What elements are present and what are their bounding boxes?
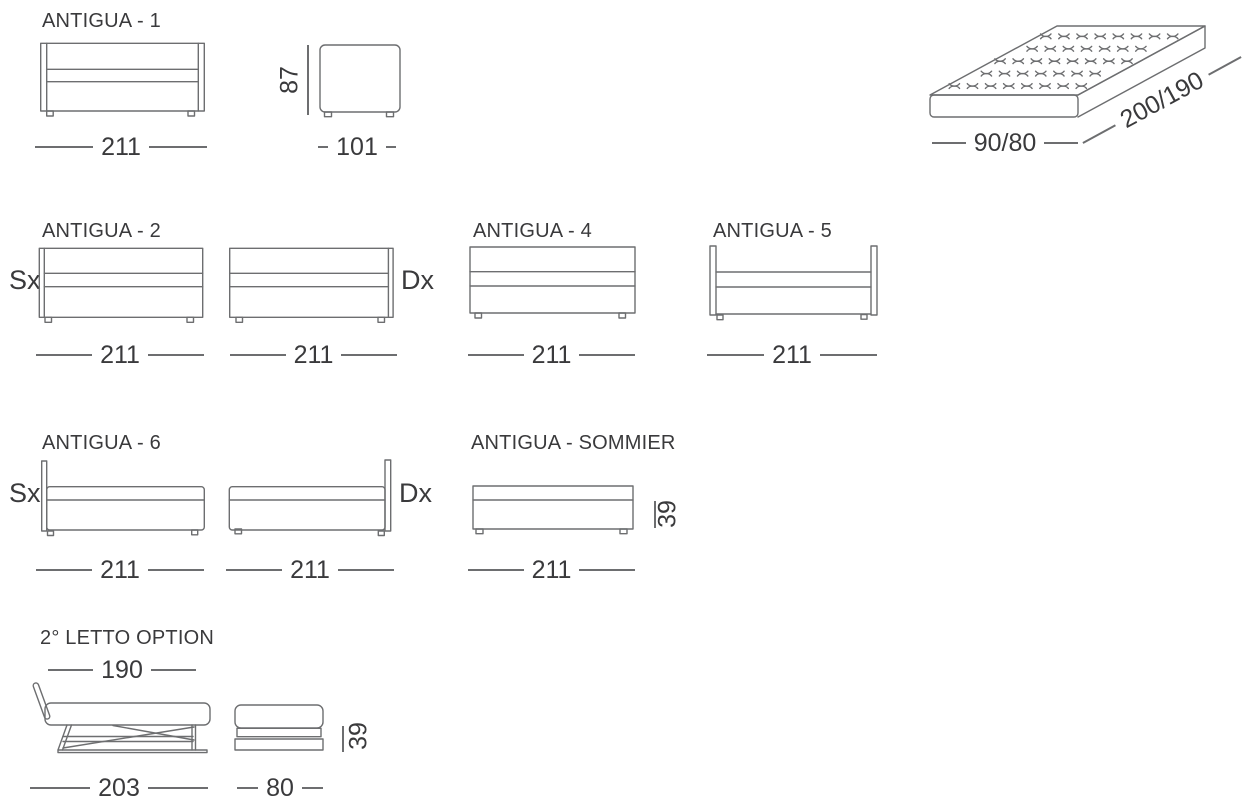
dim-line xyxy=(468,354,524,356)
antigua-1-side-drawing xyxy=(315,42,405,122)
antigua-6-dx-label: Dx xyxy=(399,478,432,508)
antigua-1-title: ANTIGUA - 1 xyxy=(42,10,161,32)
dim-line xyxy=(36,354,92,356)
dim-line xyxy=(148,354,204,356)
dim-value: 39 xyxy=(653,500,682,528)
antigua-6-dx-drawing xyxy=(225,458,400,538)
dim-value: 80 xyxy=(266,773,294,802)
dim-antigua-2-sx-width xyxy=(36,340,204,370)
dim-antigua-1-depth xyxy=(318,132,396,162)
dim-antigua-6-sx-width xyxy=(36,555,204,585)
letto-end-drawing xyxy=(230,700,330,756)
dim-line xyxy=(342,726,344,752)
dim-value: 39 xyxy=(344,722,373,750)
dim-letto-open-length xyxy=(30,773,208,803)
antigua-1-front-drawing xyxy=(35,40,215,122)
antigua-2-sx-drawing xyxy=(35,245,210,327)
dim-line xyxy=(48,669,93,671)
antigua-2-sx-label: Sx xyxy=(9,265,41,295)
dim-value: 203 xyxy=(98,773,140,802)
dim-line xyxy=(386,146,396,148)
dim-line xyxy=(707,354,764,356)
dim-line xyxy=(579,569,635,571)
dim-line xyxy=(148,569,204,571)
dim-line xyxy=(30,787,90,789)
antigua-5-drawing xyxy=(705,243,885,325)
dim-value: 90/80 xyxy=(973,128,1037,157)
dim-antigua-6-dx-width xyxy=(226,555,394,585)
antigua-sommier-drawing xyxy=(468,483,640,539)
dim-value: 211 xyxy=(290,555,330,584)
antigua-4-title: ANTIGUA - 4 xyxy=(473,220,592,242)
dim-line xyxy=(237,787,258,789)
dim-line xyxy=(35,146,93,148)
dim-line xyxy=(148,787,208,789)
antigua-6-sx-drawing xyxy=(35,458,210,538)
dim-line xyxy=(341,354,397,356)
antigua-5-title: ANTIGUA - 5 xyxy=(713,220,832,242)
dim-value: 211 xyxy=(772,340,812,369)
dim-antigua-1-width xyxy=(35,132,207,162)
dim-line xyxy=(1044,142,1078,144)
dim-value: 211 xyxy=(100,555,140,584)
antigua-4-drawing xyxy=(465,243,643,323)
tufting-marks xyxy=(949,34,1178,88)
dim-value: 211 xyxy=(100,340,140,369)
dim-line xyxy=(468,569,524,571)
dim-line xyxy=(1208,56,1241,75)
dim-line xyxy=(338,569,394,571)
antigua-2-title: ANTIGUA - 2 xyxy=(42,220,161,242)
dim-antigua-5-width xyxy=(707,340,877,370)
dim-value: 211 xyxy=(531,555,572,584)
dim-line xyxy=(318,146,328,148)
antigua-6-sx-label: Sx xyxy=(9,478,41,508)
dim-sommier-width xyxy=(468,555,635,585)
dim-line xyxy=(932,142,966,144)
dim-value: 190 xyxy=(101,655,143,684)
dim-value: 200/190 xyxy=(1115,65,1209,134)
dim-line xyxy=(230,354,286,356)
dim-antigua-2-dx-width xyxy=(230,340,397,370)
dim-line xyxy=(307,45,309,115)
dim-mattress-width xyxy=(932,128,1078,158)
dim-value: 87 xyxy=(275,66,304,94)
dim-value: 211 xyxy=(293,340,334,369)
dim-letto-end-width xyxy=(237,773,323,803)
antigua-2-dx-drawing xyxy=(225,245,400,327)
letto-option-title: 2° LETTO OPTION xyxy=(40,627,214,649)
letto-side-drawing xyxy=(25,678,220,758)
dim-value: 101 xyxy=(336,132,378,161)
dim-line xyxy=(149,146,207,148)
dim-value: 211 xyxy=(101,132,141,161)
dim-line xyxy=(226,569,282,571)
antigua-sommier-title: ANTIGUA - SOMMIER xyxy=(471,432,676,454)
dim-line xyxy=(820,354,877,356)
antigua-6-title: ANTIGUA - 6 xyxy=(42,432,161,454)
dim-line xyxy=(151,669,196,671)
antigua-2-dx-label: Dx xyxy=(401,265,434,295)
dim-antigua-4-width xyxy=(468,340,635,370)
dim-line xyxy=(36,569,92,571)
dim-line xyxy=(302,787,323,789)
dim-line xyxy=(1083,125,1116,144)
dim-line xyxy=(579,354,635,356)
dim-value: 211 xyxy=(531,340,572,369)
